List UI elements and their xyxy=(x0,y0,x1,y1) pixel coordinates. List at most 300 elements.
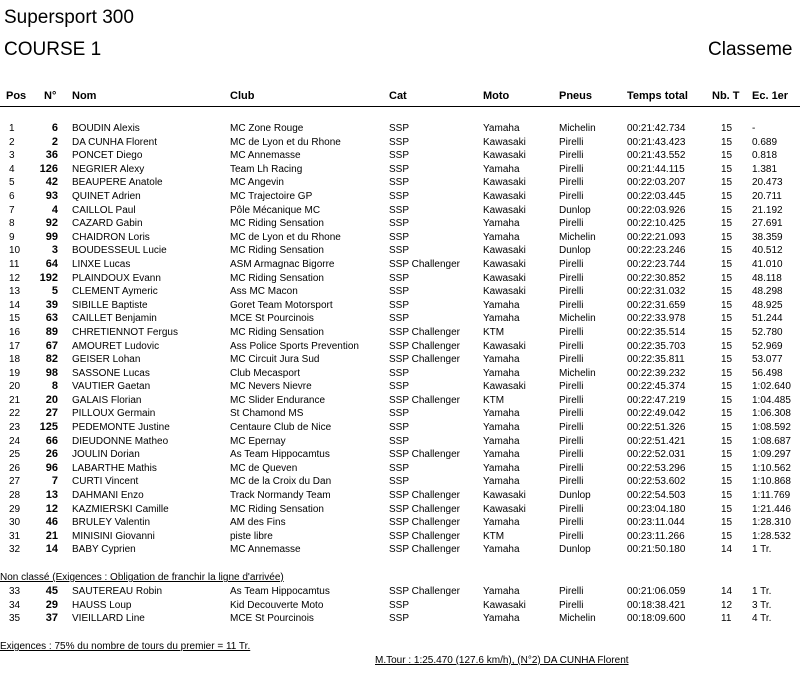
cell-pneus: Dunlop xyxy=(559,544,591,556)
cell-moto: KTM xyxy=(483,326,505,338)
cell-pos: 27 xyxy=(9,476,21,488)
cell-nbt: 15 xyxy=(721,150,733,162)
cell-pos: 34 xyxy=(9,599,21,611)
cell-ec: 1:04.485 xyxy=(752,394,791,406)
cell-club: piste libre xyxy=(230,530,273,542)
cell-club: MC de la Croix du Dan xyxy=(230,476,332,488)
cell-name: CAILLOL Paul xyxy=(72,204,136,216)
cell-moto: Kawasaki xyxy=(483,136,526,148)
cell-num: 3 xyxy=(51,244,58,257)
cell-nbt: 15 xyxy=(721,476,733,488)
cell-moto: Kawasaki xyxy=(483,245,526,257)
cell-num: 67 xyxy=(45,339,58,352)
cell-cat: SSP xyxy=(389,231,410,243)
cell-pos: 33 xyxy=(9,586,21,597)
cell-nbt: 15 xyxy=(721,190,733,202)
cell-num: 98 xyxy=(45,366,58,379)
cell-club: AM des Fins xyxy=(230,517,286,529)
cell-time: 00:22:47.219 xyxy=(627,394,686,406)
cell-cat: SSP xyxy=(389,408,410,420)
cell-nbt: 15 xyxy=(721,326,733,338)
cell-num: 99 xyxy=(45,230,58,243)
cell-pos: 7 xyxy=(9,204,15,216)
cell-nbt: 15 xyxy=(721,299,733,311)
cell-moto: Yamaha xyxy=(483,313,520,325)
table-row xyxy=(0,340,800,354)
cell-name: CLEMENT Aymeric xyxy=(72,286,158,298)
cell-cat: SSP xyxy=(389,435,410,447)
cell-moto: Kawasaki xyxy=(483,340,526,352)
non-classe-table xyxy=(0,585,800,626)
table-row xyxy=(0,231,800,245)
cell-ec: 21.192 xyxy=(752,204,783,216)
cell-ec: 1:08.592 xyxy=(752,422,791,434)
cell-moto: Kawasaki xyxy=(483,490,526,502)
cell-moto: Kawasaki xyxy=(483,190,526,202)
cell-nbt: 15 xyxy=(721,258,733,270)
cell-moto: Yamaha xyxy=(483,231,520,243)
cell-pneus: Michelin xyxy=(559,613,596,625)
cell-nbt: 15 xyxy=(721,435,733,447)
cell-club: MC Epernay xyxy=(230,435,286,447)
cell-club: MC Riding Sensation xyxy=(230,218,324,230)
cell-moto: Yamaha xyxy=(483,422,520,434)
cell-ec: 52.969 xyxy=(752,340,783,352)
cell-time: 00:22:35.514 xyxy=(627,326,686,338)
cell-club: MC de Lyon et du Rhone xyxy=(230,136,341,148)
cell-nbt: 15 xyxy=(721,231,733,243)
cell-num: 37 xyxy=(45,612,58,625)
cell-cat: SSP xyxy=(389,422,410,434)
cell-name: HAUSS Loup xyxy=(72,599,132,611)
cell-moto: Yamaha xyxy=(483,586,520,597)
table-row xyxy=(0,312,800,326)
cell-pos: 28 xyxy=(9,490,21,502)
cell-pneus: Pirelli xyxy=(559,435,584,447)
cell-cat: SSP xyxy=(389,245,410,257)
cell-nbt: 15 xyxy=(721,367,733,379)
cell-name: MINISINI Giovanni xyxy=(72,530,155,542)
cell-club: MC de Lyon et du Rhone xyxy=(230,231,341,243)
cell-club: MC Angevin xyxy=(230,177,284,189)
cell-club: MC Riding Sensation xyxy=(230,245,324,257)
cell-cat: SSP Challenger xyxy=(389,503,460,515)
cell-pos: 25 xyxy=(9,449,21,461)
cell-pneus: Pirelli xyxy=(559,476,584,488)
cell-pneus: Pirelli xyxy=(559,177,584,189)
cell-time: 00:22:03.445 xyxy=(627,190,686,202)
non-classe-label: Non classé (Exigences : Obligation de franchir la ligne d'arrivée) xyxy=(0,572,284,583)
cell-nbt: 14 xyxy=(721,544,733,556)
cell-cat: SSP xyxy=(389,367,410,379)
cell-ec: 48.118 xyxy=(752,272,782,284)
table-row xyxy=(0,136,800,150)
cell-pneus: Pirelli xyxy=(559,503,584,515)
cell-pneus: Pirelli xyxy=(559,586,584,597)
cell-num: 21 xyxy=(45,529,58,542)
cell-nbt: 15 xyxy=(721,462,733,474)
cell-time: 00:18:38.421 xyxy=(627,599,686,611)
table-row xyxy=(0,435,800,449)
cell-nbt: 15 xyxy=(721,218,733,230)
col-header-club: Club xyxy=(230,90,255,102)
cell-name: BOUDESSEUL Lucie xyxy=(72,245,167,257)
cell-nbt: 15 xyxy=(721,313,733,325)
table-row xyxy=(0,421,800,435)
cell-pneus: Pirelli xyxy=(559,272,584,284)
cell-time: 00:18:09.600 xyxy=(627,613,686,625)
table-row xyxy=(0,407,800,421)
cell-pos: 12 xyxy=(9,272,21,284)
cell-time: 00:22:51.326 xyxy=(627,422,686,434)
cell-pneus: Pirelli xyxy=(559,326,584,338)
cell-name: BRULEY Valentin xyxy=(72,517,151,529)
cell-moto: KTM xyxy=(483,394,505,406)
cell-time: 00:22:03.926 xyxy=(627,204,686,216)
col-header-moto: Moto xyxy=(483,90,510,102)
cell-time: 00:22:53.296 xyxy=(627,462,686,474)
cell-pos: 5 xyxy=(9,177,15,189)
cell-time: 00:22:30.852 xyxy=(627,272,686,284)
table-row xyxy=(0,394,800,408)
cell-cat: SSP xyxy=(389,476,410,488)
col-header-num: N° xyxy=(44,90,57,102)
cell-moto: Kawasaki xyxy=(483,599,526,611)
cell-cat: SSP Challenger xyxy=(389,354,460,366)
cell-pos: 24 xyxy=(9,435,21,447)
cell-pneus: Pirelli xyxy=(559,462,584,474)
cell-time: 00:22:10.425 xyxy=(627,218,686,230)
cell-time: 00:22:51.421 xyxy=(627,435,686,447)
cell-pneus: Pirelli xyxy=(559,449,584,461)
cell-ec: - xyxy=(752,123,756,134)
cell-pos: 2 xyxy=(9,136,15,148)
cell-nbt: 15 xyxy=(721,245,733,257)
cell-ec: 1:28.532 xyxy=(752,530,791,542)
cell-pos: 3 xyxy=(9,150,15,162)
table-row xyxy=(0,204,800,218)
cell-club: MC Zone Rouge xyxy=(230,123,304,134)
cell-pos: 30 xyxy=(9,517,21,529)
cell-num: 192 xyxy=(39,271,58,284)
cell-name: PONCET Diego xyxy=(72,150,143,162)
cell-num: 93 xyxy=(45,189,58,202)
cell-ec: 0.689 xyxy=(752,136,778,148)
cell-pneus: Pirelli xyxy=(559,163,584,175)
cell-cat: SSP xyxy=(389,272,410,284)
cell-ec: 41.010 xyxy=(752,258,783,270)
table-row xyxy=(0,353,800,367)
cell-nbt: 15 xyxy=(721,354,733,366)
cell-pneus: Michelin xyxy=(559,313,596,325)
cell-ec: 27.691 xyxy=(752,218,783,230)
cell-ec: 20.473 xyxy=(752,177,783,189)
cell-pneus: Pirelli xyxy=(559,408,584,420)
cell-pneus: Pirelli xyxy=(559,136,584,148)
cell-name: VAUTIER Gaetan xyxy=(72,381,151,393)
col-header-ec: Ec. 1er xyxy=(752,90,789,102)
cell-time: 00:22:49.042 xyxy=(627,408,686,420)
cell-cat: SSP xyxy=(389,599,410,611)
table-row xyxy=(0,448,800,462)
cell-num: 26 xyxy=(45,448,58,461)
cell-name: BOUDIN Alexis xyxy=(72,123,140,134)
cell-cat: SSP Challenger xyxy=(389,490,460,502)
best-lap-note: M.Tour : 1:25.470 (127.6 km/h), (N°2) DA CUNHA Florent xyxy=(375,655,629,666)
cell-nbt: 15 xyxy=(721,394,733,406)
cell-club: Track Normandy Team xyxy=(230,490,331,502)
cell-num: 2 xyxy=(51,135,58,148)
cell-pos: 9 xyxy=(9,231,15,243)
table-row xyxy=(0,489,800,503)
cell-cat: SSP xyxy=(389,218,410,230)
cell-pneus: Pirelli xyxy=(559,530,584,542)
cell-nbt: 12 xyxy=(721,599,733,611)
cell-nbt: 15 xyxy=(721,272,733,284)
cell-num: 4 xyxy=(51,203,58,216)
cell-nbt: 15 xyxy=(721,449,733,461)
cell-ec: 1:08.687 xyxy=(752,435,791,447)
table-row xyxy=(0,503,800,517)
cell-time: 00:22:52.031 xyxy=(627,449,686,461)
cell-num: 6 xyxy=(51,122,58,134)
cell-time: 00:21:42.734 xyxy=(627,123,686,134)
table-row xyxy=(0,122,800,136)
cell-num: 12 xyxy=(45,502,58,515)
cell-moto: Yamaha xyxy=(483,462,520,474)
cell-club: MC Annemasse xyxy=(230,150,301,162)
race-subtitle: COURSE 1 xyxy=(4,39,102,60)
cell-moto: Kawasaki xyxy=(483,177,526,189)
cell-pneus: Pirelli xyxy=(559,286,584,298)
cell-club: MCE St Pourcinois xyxy=(230,313,314,325)
cell-pneus: Pirelli xyxy=(559,340,584,352)
cell-pos: 20 xyxy=(9,381,21,393)
cell-cat: SSP Challenger xyxy=(389,517,460,529)
cell-nbt: 15 xyxy=(721,163,733,175)
cell-pos: 29 xyxy=(9,503,21,515)
cell-club: As Team Hippocamtus xyxy=(230,449,330,461)
cell-time: 00:22:35.811 xyxy=(627,354,685,366)
cell-num: 36 xyxy=(45,149,58,162)
cell-name: PILLOUX Germain xyxy=(72,408,156,420)
cell-num: 46 xyxy=(45,516,58,529)
cell-time: 00:22:39.232 xyxy=(627,367,686,379)
table-row xyxy=(0,217,800,231)
cell-num: 29 xyxy=(45,598,58,611)
cell-pneus: Pirelli xyxy=(559,218,584,230)
cell-club: Centaure Club de Nice xyxy=(230,422,332,434)
cell-pneus: Michelin xyxy=(559,367,596,379)
cell-nbt: 15 xyxy=(721,340,733,352)
cell-pneus: Pirelli xyxy=(559,354,584,366)
cell-cat: SSP xyxy=(389,313,410,325)
cell-cat: SSP xyxy=(389,299,410,311)
cell-moto: Yamaha xyxy=(483,476,520,488)
table-row xyxy=(0,272,800,286)
cell-name: CHAIDRON Loris xyxy=(72,231,150,243)
cell-pos: 16 xyxy=(9,326,21,338)
cell-nbt: 15 xyxy=(721,136,733,148)
cell-ec: 38.359 xyxy=(752,231,783,243)
table-row xyxy=(0,258,800,272)
cell-ec: 1:21.446 xyxy=(752,503,791,515)
cell-name: GEISER Lohan xyxy=(72,354,141,366)
cell-pos: 21 xyxy=(9,394,21,406)
cell-nbt: 15 xyxy=(721,177,733,189)
cell-moto: Kawasaki xyxy=(483,272,526,284)
cell-cat: SSP xyxy=(389,150,410,162)
cell-ec: 48.298 xyxy=(752,286,783,298)
cell-ec: 53.077 xyxy=(752,354,783,366)
cell-nbt: 15 xyxy=(721,408,733,420)
cell-time: 00:22:33.978 xyxy=(627,313,686,325)
cell-name: BEAUPERE Anatole xyxy=(72,177,163,189)
cell-moto: Kawasaki xyxy=(483,204,526,216)
cell-name: GALAIS Florian xyxy=(72,394,142,406)
cell-num: 39 xyxy=(45,298,58,311)
cell-num: 14 xyxy=(45,543,58,556)
table-row xyxy=(0,543,800,557)
cell-num: 96 xyxy=(45,461,58,474)
table-row xyxy=(0,516,800,530)
results-table xyxy=(0,122,800,557)
cell-pneus: Dunlop xyxy=(559,245,591,257)
cell-nbt: 11 xyxy=(721,613,732,625)
cell-name: AMOURET Ludovic xyxy=(72,340,160,352)
cell-time: 00:22:35.703 xyxy=(627,340,686,352)
cell-pneus: Pirelli xyxy=(559,381,584,393)
cell-ec: 40.512 xyxy=(752,245,783,257)
cell-nbt: 15 xyxy=(721,503,733,515)
cell-pneus: Pirelli xyxy=(559,517,584,529)
cell-club: MCE St Pourcinois xyxy=(230,613,314,625)
cell-cat: SSP xyxy=(389,123,410,134)
cell-nbt: 15 xyxy=(721,381,733,393)
cell-num: 126 xyxy=(39,162,58,175)
cell-ec: 1:02.640 xyxy=(752,381,791,393)
cell-cat: SSP Challenger xyxy=(389,326,460,338)
cell-num: 45 xyxy=(45,585,58,597)
cell-pos: 18 xyxy=(9,354,21,366)
cell-cat: SSP xyxy=(389,204,410,216)
table-row xyxy=(0,299,800,313)
table-row xyxy=(0,475,800,489)
cell-cat: SSP Challenger xyxy=(389,544,460,556)
cell-num: 13 xyxy=(45,489,58,502)
cell-ec: 56.498 xyxy=(752,367,783,379)
cell-moto: Yamaha xyxy=(483,613,520,625)
cell-time: 00:22:54.503 xyxy=(627,490,686,502)
cell-pos: 4 xyxy=(9,163,15,175)
cell-ec: 1:10.562 xyxy=(752,462,791,474)
cell-pneus: Pirelli xyxy=(559,150,584,162)
cell-pos: 6 xyxy=(9,190,15,202)
cell-pneus: Pirelli xyxy=(559,299,584,311)
cell-moto: Kawasaki xyxy=(483,503,526,515)
table-row xyxy=(0,462,800,476)
cell-moto: Yamaha xyxy=(483,544,520,556)
cell-name: CAZARD Gabin xyxy=(72,218,143,230)
cell-pneus: Dunlop xyxy=(559,204,591,216)
cell-time: 00:23:04.180 xyxy=(627,503,686,515)
cell-pos: 1 xyxy=(9,123,15,134)
table-row xyxy=(0,530,800,544)
cell-name: LINXE Lucas xyxy=(72,258,131,270)
table-row xyxy=(0,163,800,177)
cell-cat: SSP Challenger xyxy=(389,340,460,352)
cell-pneus: Pirelli xyxy=(559,190,584,202)
cell-pos: 15 xyxy=(9,313,21,325)
cell-num: 42 xyxy=(45,176,58,189)
cell-cat: SSP Challenger xyxy=(389,258,460,270)
cell-pos: 17 xyxy=(9,340,21,352)
cell-num: 89 xyxy=(45,325,58,338)
cell-time: 00:22:53.602 xyxy=(627,476,686,488)
cell-club: As Team Hippocamtus xyxy=(230,586,330,597)
cell-name: NEGRIER Alexy xyxy=(72,163,145,175)
cell-club: ASM Armagnac Bigorre xyxy=(230,258,335,270)
table-row xyxy=(0,585,800,599)
cell-moto: Yamaha xyxy=(483,517,520,529)
cell-name: DAHMANI Enzo xyxy=(72,490,144,502)
cell-club: MC Annemasse xyxy=(230,544,301,556)
cell-name: QUINET Adrien xyxy=(72,190,141,202)
cell-cat: SSP xyxy=(389,177,410,189)
cell-pos: 19 xyxy=(9,367,21,379)
cell-moto: Yamaha xyxy=(483,163,520,175)
cell-num: 63 xyxy=(45,312,58,325)
cell-ec: 52.780 xyxy=(752,326,783,338)
cell-pos: 31 xyxy=(9,530,21,542)
cell-ec: 20.711 xyxy=(752,190,782,202)
col-header-pneus: Pneus xyxy=(559,90,593,102)
cell-pos: 26 xyxy=(9,462,21,474)
cell-nbt: 15 xyxy=(721,517,733,529)
col-header-pos: Pos xyxy=(6,90,27,102)
cell-moto: Yamaha xyxy=(483,449,520,461)
cell-moto: Kawasaki xyxy=(483,258,526,270)
cell-time: 00:23:11.266 xyxy=(627,530,685,542)
cell-cat: SSP xyxy=(389,381,410,393)
cell-num: 27 xyxy=(45,407,58,420)
cell-pos: 13 xyxy=(9,286,21,298)
cell-time: 00:21:50.180 xyxy=(627,544,686,556)
col-header-cat: Cat xyxy=(389,90,407,102)
table-row xyxy=(0,176,800,190)
cell-name: VIEILLARD Line xyxy=(72,613,145,625)
cell-moto: Kawasaki xyxy=(483,381,526,393)
cell-time: 00:21:44.115 xyxy=(627,163,685,175)
cell-name: KAZMIERSKI Camille xyxy=(72,503,169,515)
cell-pneus: Pirelli xyxy=(559,394,584,406)
cell-ec: 1 Tr. xyxy=(752,586,772,597)
cell-pneus: Dunlop xyxy=(559,490,591,502)
cell-name: SAUTEREAU Robin xyxy=(72,586,163,597)
cell-moto: Yamaha xyxy=(483,367,520,379)
cell-time: 00:22:45.374 xyxy=(627,381,686,393)
col-header-nbt: Nb. T xyxy=(712,90,740,102)
cell-nbt: 15 xyxy=(721,530,733,542)
cell-nbt: 15 xyxy=(721,286,733,298)
cell-ec: 0.818 xyxy=(752,150,778,162)
cell-name: BABY Cyprien xyxy=(72,544,136,556)
cell-moto: Yamaha xyxy=(483,218,520,230)
cell-pneus: Pirelli xyxy=(559,422,584,434)
cell-time: 00:23:11.044 xyxy=(627,517,685,529)
cell-ec: 51.244 xyxy=(752,313,783,325)
table-header xyxy=(0,88,800,104)
